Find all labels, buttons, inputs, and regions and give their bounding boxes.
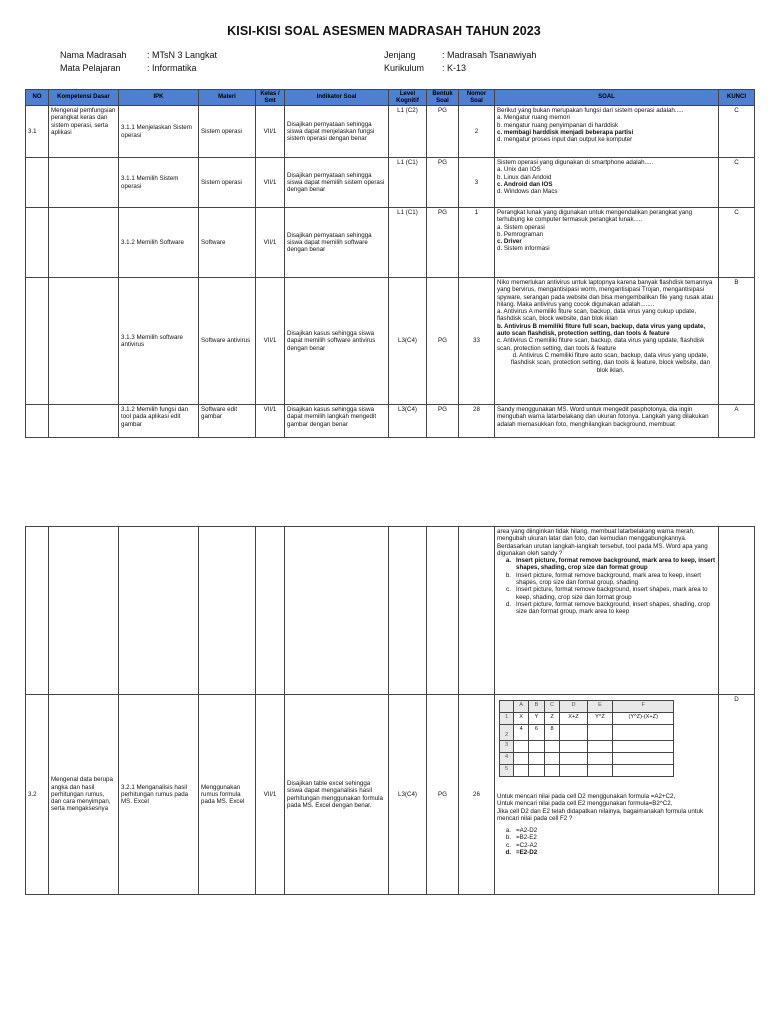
kelas-empty (256, 527, 285, 695)
materi-cell: Software (199, 208, 256, 278)
kd-text-empty (49, 208, 119, 278)
indikator-cell: Disajikan kasus sehingga siswa dapat memilih langkah mengedit gambar dengan benar (285, 405, 389, 438)
materi-cell: Software edit gambar (199, 405, 256, 438)
bentuk-cell: PG (427, 695, 459, 895)
sheet-cell (613, 753, 674, 765)
option-a: a. Insert picture, format remove background, mark area to keep, insert shapes, shading, crop size dan format group (505, 557, 716, 572)
soal-cell (495, 405, 719, 438)
option-c: c. Insert picture, format remove background, insert shapes, mark area to keep, shading, crop size dan format group (506, 586, 708, 601)
option-c: c. =C2-A2 (506, 841, 538, 849)
kd-text-empty (49, 278, 119, 405)
soal-line: d. mengatur proses input dan output ke komputer (497, 136, 633, 144)
sheet-cell (560, 741, 587, 753)
soal-line: Perangkat lunak yang digunakan untuk mengendalikan perangkat yang terhubung ke computer termasuk perangkat lunak..... (497, 209, 693, 224)
option-d: d. =E2-D2 (505, 849, 538, 857)
indikator-cell: Disajikan kasus sehingga siswa dapat memilih software antivirus dengan benar (285, 278, 389, 405)
soal-line: b. Pemrograman (497, 230, 544, 238)
kunci-cell: C (719, 106, 755, 158)
header-materi: Materi (199, 90, 256, 106)
kd-number: 3.2 (26, 695, 49, 895)
sheet-cell (514, 741, 529, 753)
kd-text: Mengenal data berupa angka dan hasil perhitungan rumus, dan cara menyimpan, serta mengaksesnya (49, 695, 119, 895)
nama-madrasah-label: Nama Madrasah (60, 50, 127, 60)
soal-cell (495, 695, 719, 895)
level-cell: L1 (C1) (389, 208, 427, 278)
sheet-cell (587, 725, 613, 741)
header-level: Level Kognitif (389, 90, 427, 106)
kisi-table-page1 (25, 89, 755, 438)
header-kunci: KUNCI (719, 90, 755, 106)
option-a: a. =A2-D2 (505, 827, 538, 835)
sheet-cell (529, 741, 544, 753)
kunci-cell: D (719, 695, 755, 895)
soal-cell (495, 208, 719, 278)
header-kd: Kompetensi Dasar (49, 90, 119, 106)
sheet-cell: X (514, 713, 529, 725)
sheet-corner (500, 701, 514, 713)
sheet-cell: (Y^Z)-(X+Z) (613, 713, 674, 725)
table-row (26, 106, 755, 158)
level-empty (389, 527, 427, 695)
materi-cell: Sistem operasi (199, 158, 256, 208)
nomor-empty (459, 527, 495, 695)
kelas-cell: VII/1 (256, 695, 285, 895)
soal-line: Berdasarkan urutan langkah-langkah tersebut, tool pada MS. Word apa yang digunakan oleh sandy ? (497, 542, 708, 557)
soal-line-answer: c. membagi harddisk menjadi beberapa partisi (497, 128, 634, 136)
soal-line: d. Windows dan Macs (497, 188, 558, 196)
sheet-cell: Z (544, 713, 560, 725)
ipk-cell: 3.1.2 Memilih Software (119, 208, 199, 278)
sheet-cell (544, 753, 560, 765)
table-row (26, 695, 755, 895)
jenjang-label: Jenjang (384, 50, 416, 60)
sheet-cell (560, 753, 587, 765)
soal-line: Untuk mencari nilai pada cell D2 menggunakan formula =A2+C2, (497, 793, 676, 800)
soal-line: Sandy menggunakan MS. Word untuk mengedit pasphotonya, dia ingin mengubah warna latarbelakang dan ukuran fotonya. Langkah yang dilakukan adalah memasukkan foto, menghilangkan background, membuat (497, 406, 709, 428)
ipk-cell: 3.1.1 Menjelaskan Sistem operasi (119, 106, 199, 158)
soal-line: c. Antivirus C memiliki fiture scan, backup, data virus yang update, flashdisk scan, protection setting, dan tools & feature (497, 337, 705, 352)
header-bentuk: Bentuk Soal (427, 90, 459, 106)
kelas-cell: VII/1 (256, 106, 285, 158)
header-left (60, 49, 217, 75)
sheet-cell (613, 765, 674, 777)
header-ipk: IPK (119, 90, 199, 106)
sheet-cell (560, 765, 587, 777)
kunci-cell: B (719, 278, 755, 405)
table-row (26, 208, 755, 278)
level-cell: L1 (C1) (389, 158, 427, 208)
sheet-col-header: F (613, 701, 674, 713)
header-right (384, 49, 536, 75)
kd-text-empty (49, 405, 119, 438)
soal-cell (495, 106, 719, 158)
bentuk-empty (427, 527, 459, 695)
level-cell: L1 (C2) (389, 106, 427, 158)
soal-line: d. Sistem informasi (497, 245, 550, 253)
soal-line: Jika cell D2 dan E2 telah didapatkan nilainya, bagaimanakah formula untuk mencari nilai pada cell F2 ? (497, 807, 704, 822)
header-soal: SOAL (495, 90, 719, 106)
header-kelas: Kelas / Smt (256, 90, 285, 106)
kd-number-empty (26, 158, 49, 208)
nomor-cell: 2 (459, 106, 495, 158)
kunci-cell: A (719, 405, 755, 438)
mapel-value: : Informatika (147, 63, 197, 73)
soal-line: b. mengatur ruang penyimpanan di harddisk (497, 121, 619, 129)
soal-line: a. Sistem operasi (497, 223, 545, 231)
soal-cell (495, 158, 719, 208)
soal-line-answer: c. Android dan IOS (497, 180, 553, 188)
soal-line: a. Unix dan IOS (497, 166, 541, 174)
ipk-cell: 3.2.1 Menganalisis hasil perhitungan rumus pada MS. Excel (119, 695, 199, 895)
kd-number-empty (26, 405, 49, 438)
kd-number-empty (26, 527, 49, 695)
sheet-cell (560, 725, 587, 741)
sheet-cell (514, 765, 529, 777)
indikator-cell: Disajikan table excel sehingga siswa dapat menganalisis hasil perhitungan menggunakan formula pada MS. Excel dengan benar. (285, 695, 389, 895)
kisi-table-page2 (25, 526, 755, 895)
sheet-col-header: E (587, 701, 613, 713)
ipk-cell: 3.1.2 Memilih fungsi dan tool pada aplikasi edit gambar (119, 405, 199, 438)
kunci-empty (719, 527, 755, 695)
level-cell: L3(C4) (389, 405, 427, 438)
sheet-cell (529, 765, 544, 777)
soal-line: area yang diinginkan tidak hilang, membuat latarbelakang warna merah, mengubah ukuran latar dan foto, dan kemudian menggabungkannya. (497, 528, 695, 543)
table-row (26, 405, 755, 438)
materi-cell: Sistem operasi (199, 106, 256, 158)
materi-cell: Software antivirus (199, 278, 256, 405)
kelas-cell: VII/1 (256, 278, 285, 405)
kd-text-empty (49, 158, 119, 208)
kelas-cell: VII/1 (256, 158, 285, 208)
soal-line: Niko memerlukan antivirus untuk laptopnya karena banyak flashdisk temannya yang bervirus, mengantisipasi worm, mengantisipasi Trojan, mengantisipasi spyware, serangan pada website dan bisa mengembalikan file yang rusak atau hilang. Maka antivirus yang cocok digunakan adalah........ (497, 279, 714, 308)
nomor-cell: 26 (459, 695, 495, 895)
header-no: NO (26, 90, 49, 106)
nomor-cell: 1 (459, 208, 495, 278)
soal-line: a. Antivirus A memiliki fiture scan, backup, data virus yang cukup update, flashdisk scan, block website, dan blok iklan (497, 308, 697, 323)
nomor-cell: 33 (459, 278, 495, 405)
sheet-row: 4 (500, 753, 674, 765)
nomor-cell: 3 (459, 158, 495, 208)
kd-text-empty (49, 527, 119, 695)
table-header-row (26, 90, 755, 106)
bentuk-cell: PG (427, 278, 459, 405)
bentuk-cell: PG (427, 405, 459, 438)
sheet-cell: Y (529, 713, 544, 725)
sheet-row: 5 (500, 765, 674, 777)
soal-line-answer: c. Driver (497, 238, 522, 246)
soal-cell (495, 278, 719, 405)
sheet-cell (587, 765, 613, 777)
excel-sheet-image (499, 700, 674, 777)
materi-empty (199, 527, 256, 695)
sheet-cell: 8 (544, 725, 560, 741)
sheet-cell (544, 741, 560, 753)
sheet-cell: Y^Z (587, 713, 613, 725)
soal-line: Sistem operasi yang digunakan di smartphone adalah..... (497, 159, 654, 166)
kunci-cell: C (719, 158, 755, 208)
document-title: KISI-KISI SOAL ASESMEN MADRASAH TAHUN 2023 (227, 24, 541, 38)
table-row-continuation (26, 527, 755, 695)
header-indikator: Indikator Soal (285, 90, 389, 106)
kd-text: Mengenal pemfungsian perangkat keras dan sistem operasi, serta aplikasi (49, 106, 119, 158)
kd-number-empty (26, 208, 49, 278)
sheet-row: 1 X Y Z X+Z Y^Z (Y^Z)-(X+Z) (500, 713, 674, 725)
kelas-cell: VII/1 (256, 405, 285, 438)
nomor-cell: 28 (459, 405, 495, 438)
jenjang-value: : Madrasah Tsanawiyah (442, 50, 537, 60)
soal-line: d. Antivirus C memiliki fiture auto scan, backup, data virus yang update, flashdisk scan, protection setting, dan tools & feature, block website, dan blok iklan. (510, 351, 711, 374)
level-cell: L3(C4) (389, 278, 427, 405)
kurikulum-label: Kurikulum (384, 63, 425, 73)
soal-line-answer: b. Antivirus B memiliki fiture full scan, backup, data virus yang update, auto scan flashdisk, protection setting, dan tools & feature (497, 322, 706, 338)
kurikulum-value: : K-13 (442, 63, 467, 73)
kd-number: 3.1 (26, 106, 49, 158)
sheet-col-header: D (560, 701, 587, 713)
sheet-cell: X+Z (560, 713, 587, 725)
sheet-cell (613, 741, 674, 753)
bentuk-cell: PG (427, 106, 459, 158)
soal-line: Untuk mencari nilai pada cell E2 menggunakan formula=B2^C2, (497, 800, 673, 808)
header-nomor: Nomor Soal (459, 90, 495, 106)
materi-cell: Menggunakan rumus formula pada MS. Excel (199, 695, 256, 895)
soal-line: b. Linux dan Andoid (497, 173, 552, 181)
sheet-cell (514, 753, 529, 765)
kd-number-empty (26, 278, 49, 405)
table-row (26, 158, 755, 208)
soal-cell-continuation (495, 527, 719, 695)
ipk-cell: 3.1.3 Memilih software antivirus (119, 278, 199, 405)
bentuk-cell: PG (427, 208, 459, 278)
sheet-cell: 4 (514, 725, 529, 741)
sheet-cell: 6 (529, 725, 544, 741)
indikator-empty (285, 527, 389, 695)
sheet-cell (613, 725, 674, 741)
nama-madrasah-value: : MTsN 3 Langkat (147, 50, 218, 60)
soal-line: a. Mengatur ruang memori (497, 114, 570, 122)
indikator-cell: Disajikan pernyataan sehingga siswa dapat menjelaskan fungsi sistem operasi dengan benar (285, 106, 389, 158)
sheet-cell (544, 765, 560, 777)
sheet-row: 3 (500, 741, 674, 753)
kunci-cell: C (719, 208, 755, 278)
ipk-empty (119, 527, 199, 695)
option-d: d. Insert picture, format remove background, insert shapes, shading, crop size dan format group, mark area to keep (505, 600, 710, 616)
option-b: b. =B2-E2 (505, 834, 537, 842)
mapel-label: Mata Pelajaran (60, 63, 121, 73)
sheet-col-header: A (514, 701, 529, 713)
table-row (26, 278, 755, 405)
sheet-column-headers (500, 701, 674, 713)
sheet-col-header: C (544, 701, 560, 713)
ipk-cell: 3.1.1 Memilih Sistem operasi (119, 158, 199, 208)
soal-line: Berikut yang bukan merupakan fungsi dari sistem operasi adalah..... (497, 107, 684, 114)
sheet-cell (529, 753, 544, 765)
sheet-row: 2 4 6 8 (500, 725, 674, 741)
option-b: b. Insert picture, format remove background, mark area to keep, insert shapes, crop size dan format group, shading (505, 571, 702, 587)
level-cell: L3(C4) (389, 695, 427, 895)
kelas-cell: VII/1 (256, 208, 285, 278)
indikator-cell: Disajikan pernyataan sehingga siswa dapat memilih software dengan benar (285, 208, 389, 278)
sheet-col-header: B (529, 701, 544, 713)
indikator-cell: Disajikan pernyataan sehingga siswa dapat memilih sistem operasi dengan benar (285, 158, 389, 208)
bentuk-cell: PG (427, 158, 459, 208)
sheet-cell (587, 741, 613, 753)
sheet-cell (587, 753, 613, 765)
